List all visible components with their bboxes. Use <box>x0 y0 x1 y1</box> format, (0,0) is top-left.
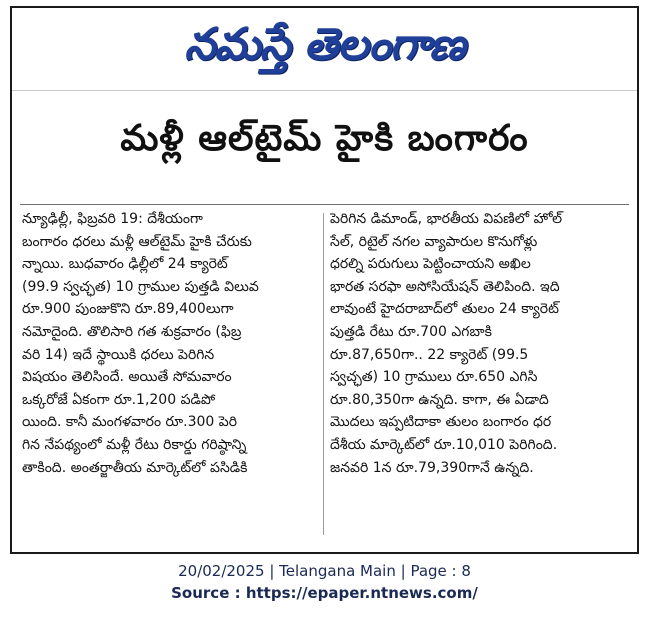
article-line: జనవరి 1న రూ.79,390గానే ఉన్నది. <box>330 459 534 476</box>
article-line: ధరల్ని పరుగులు పెట్టించాయని అఖిల <box>330 256 531 273</box>
newspaper-clipping <box>10 6 639 554</box>
masthead-divider <box>12 90 637 91</box>
article-line: సేల్, రిటైల్ నగల వ్యాపారుల కొనుగోళ్లు <box>330 233 538 250</box>
article-line: పుత్తడి రేటు రూ.700 ఎగబాకి <box>330 323 492 340</box>
article-line: (99.9 స్వచ్ఛత) 10 గ్రాముల పుత్తడి విలువ <box>22 278 259 295</box>
article-column-left <box>22 208 314 479</box>
column-divider <box>323 213 324 535</box>
headline-divider <box>20 204 629 205</box>
article-line: విషయం తెలిసిందే. అయితే సోమవారం <box>22 369 232 386</box>
article-line: నమోదైంది. తొలిసారి గత శుక్రవారం (ఫిబ్ర <box>22 323 242 340</box>
footer-date-page: 20/02/2025 | Telangana Main | Page : 8 <box>178 562 471 580</box>
article-column-right <box>330 208 622 479</box>
article-line: తాకింది. అంతర్జాతీయ మార్కెట్‌లో పసిడికి <box>22 459 248 476</box>
article-line: యింది. కానీ మంగళవారం రూ.300 పెరి <box>22 414 238 431</box>
article-line: లావుంటే హైదరాబాద్‌లో తులం 24 క్యారెట్ <box>330 301 559 318</box>
article-line: రూ.900 పుంజుకొని రూ.89,400లుగా <box>22 301 234 318</box>
article-line: స్వచ్ఛత) 10 గ్రాములు రూ.650 ఎగిసి <box>330 369 538 386</box>
article-line: బంగారం ధరలు మళ్లీ ఆల్‌టైమ్ హైకి చేరుకు <box>22 233 252 250</box>
article-line: న్నాయి. బుధవారం ఢిల్లీలో 24 క్యారెట్ <box>22 256 228 273</box>
article-line: న్యూఢిల్లీ, ఫిబ్రవరి 19: దేశీయంగా <box>22 211 203 227</box>
article-line: దేశీయ మార్కెట్‌లో రూ.10,010 పెరిగింది. <box>330 436 558 453</box>
article-headline: మళ్లీ ఆల్‌టైమ్ హైకి బంగారం <box>120 118 529 159</box>
masthead <box>12 12 637 82</box>
article-line: వరి 14) ఇదే స్థాయికి ధరలు పెరిగిన <box>22 346 215 363</box>
article-line: మొదలు ఇప్పటిదాకా తులం బంగారం ధర <box>330 414 552 431</box>
footer-source-link[interactable]: Source : https://epaper.ntnews.com/ <box>171 584 478 602</box>
article-line: రూ.87,650గా.. 22 క్యారెట్ (99.5 <box>330 346 529 363</box>
source-footer <box>0 560 649 604</box>
masthead-title: నమస్తే తెలంగాణ <box>184 19 465 70</box>
article-line: గిన నేపథ్యంలో మళ్లీ రేటు రికార్డు గరిష్ఠాన్ని <box>22 436 247 453</box>
article-line: భారత సరఫా అసోసియేషన్ తెలిపింది. ఇది <box>330 278 560 295</box>
article-line: ఒక్కరోజే ఏకంగా రూ.1,200 పడిపో <box>22 391 216 408</box>
article-line: పెరిగిన డిమాండ్, భారతీయ విపణిలో హోల్ <box>330 211 563 227</box>
article-line: రూ.80,350గా ఉన్నది. కాగా, ఈ ఏడాది <box>330 391 549 408</box>
